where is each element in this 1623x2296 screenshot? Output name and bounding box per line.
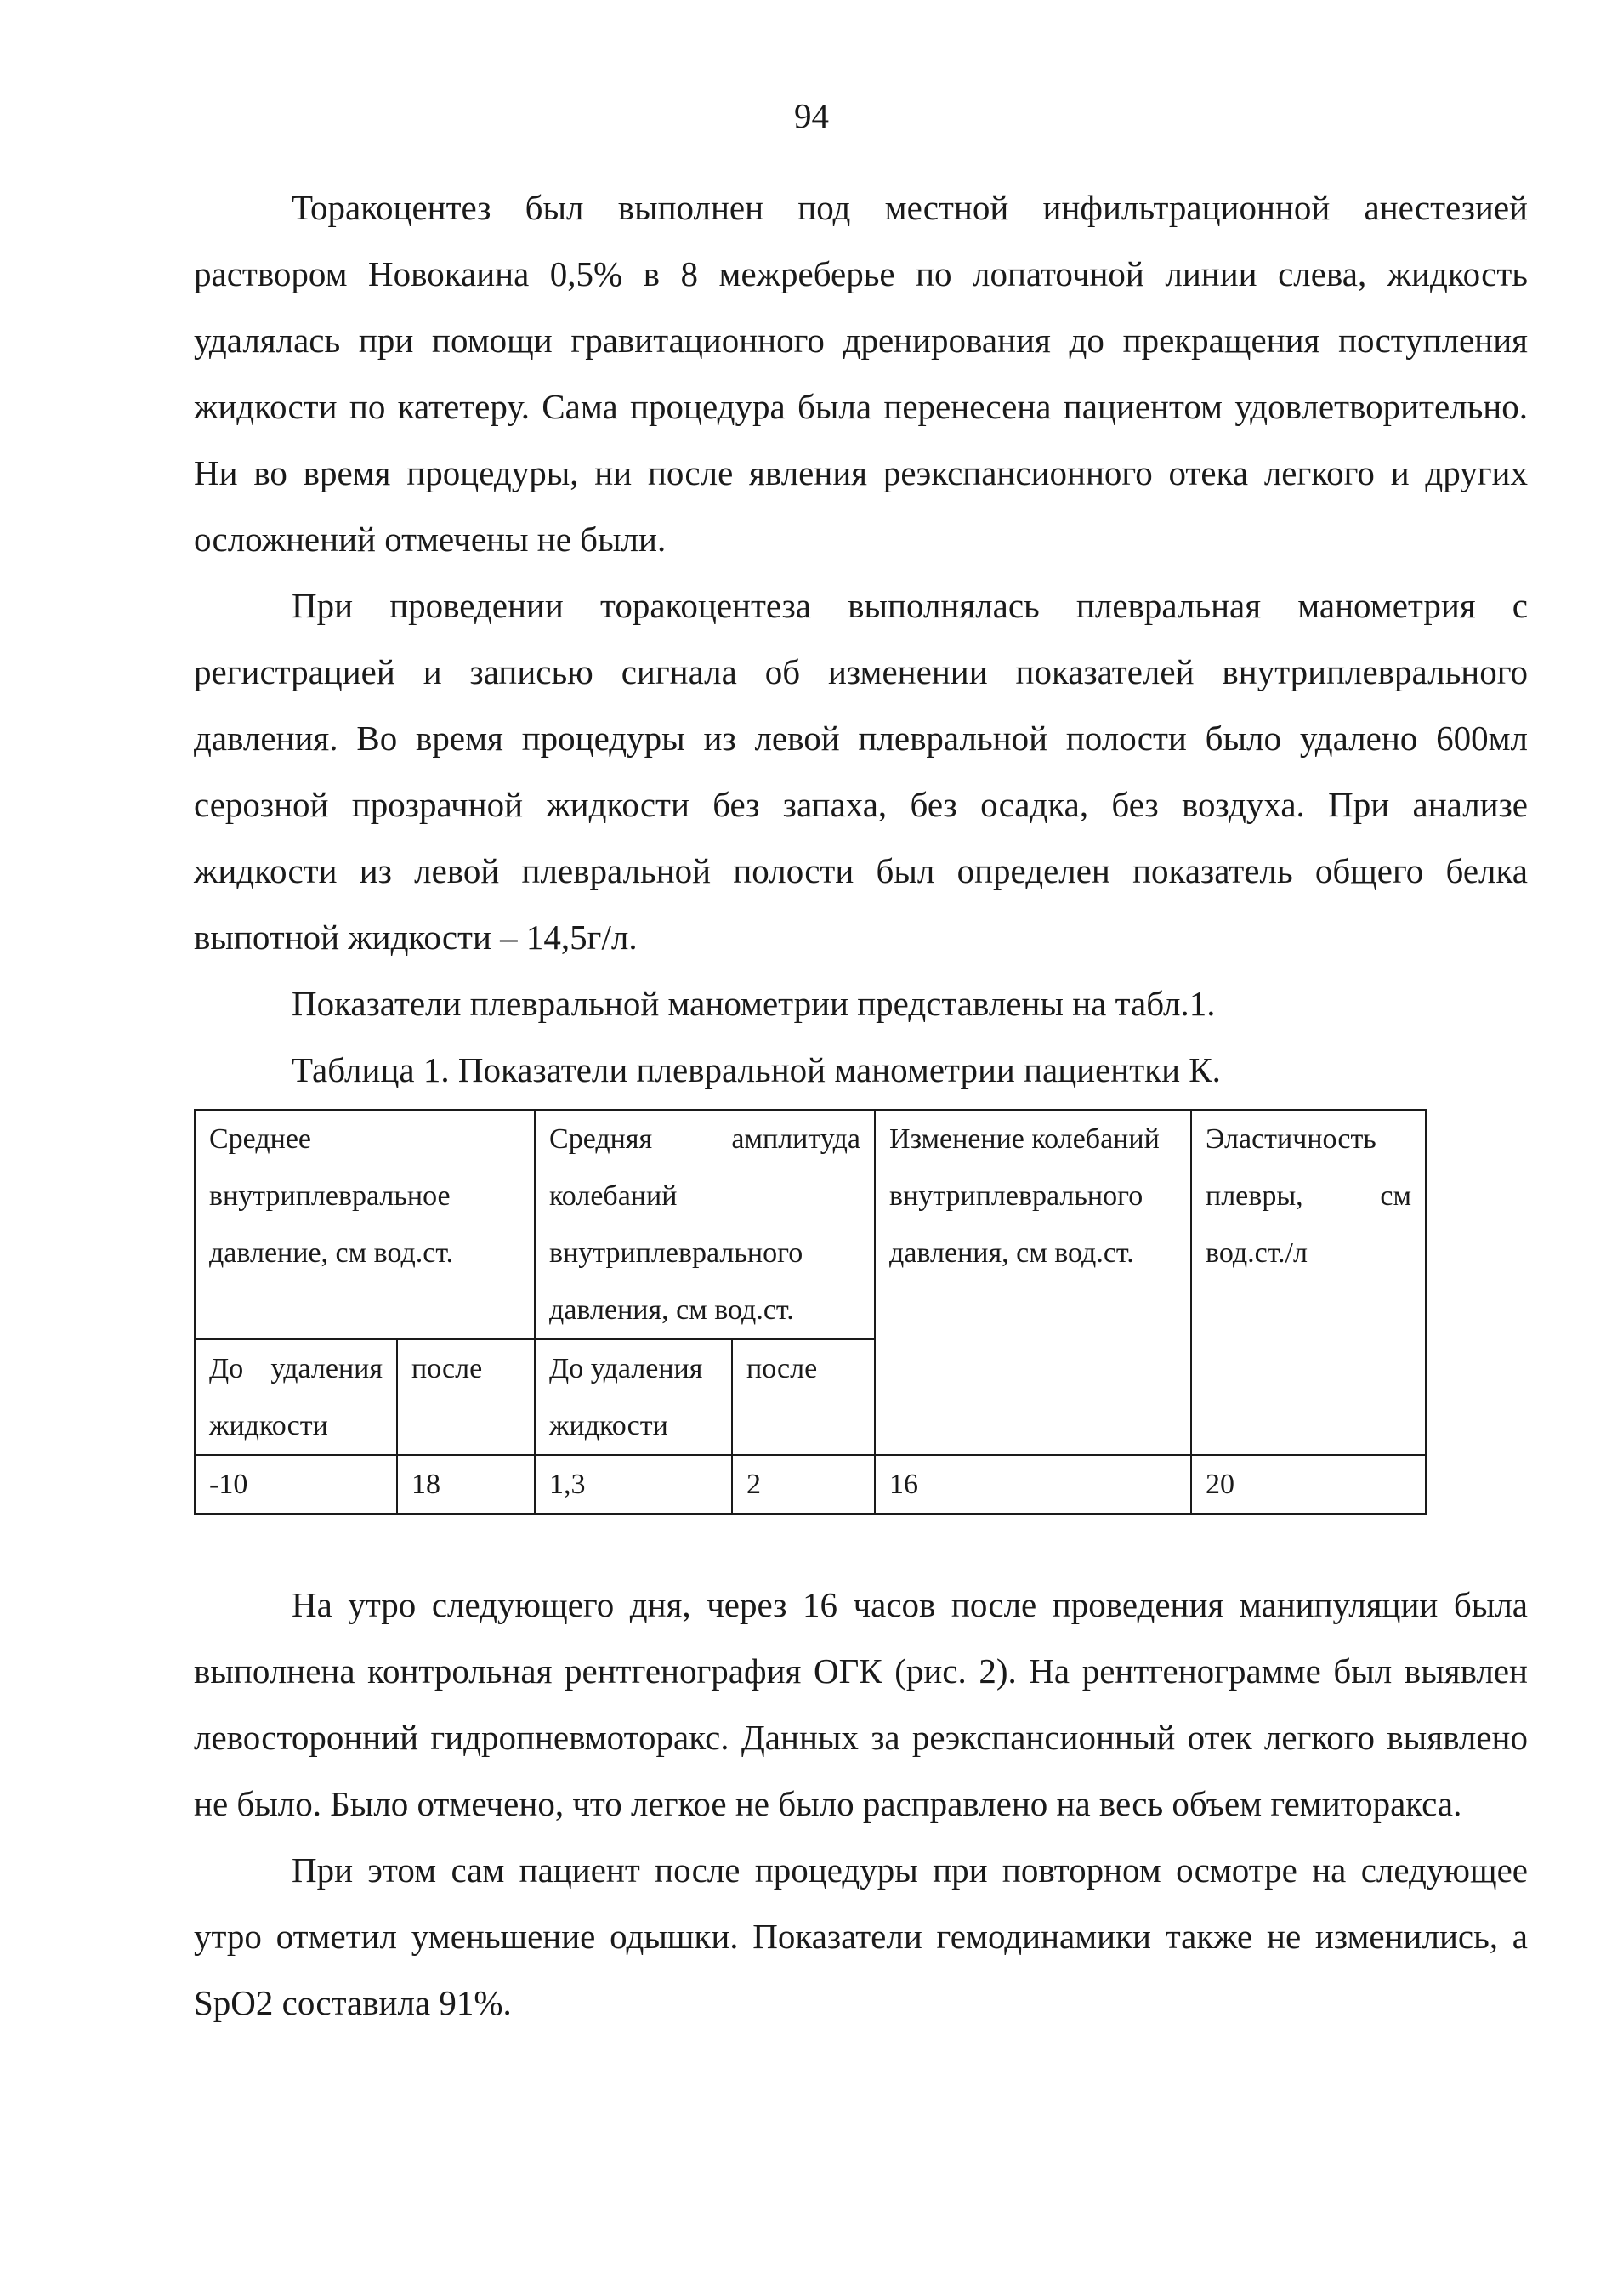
- value-amplitude-after: 2: [732, 1455, 875, 1514]
- paragraph-thoracentesis: Торакоцентез был выполнен под местной инфильтрационной анестезией раствором Новокаина 0,5% в 8 межреберье по лопаточной линии слева, жидкость удалялась при помощи гравитационного дренирования до прекращения поступления жидкости по катетеру. Сама процедура была перенесена пациентом удовлетворительно. Ни во время процедуры, ни после явления реэкспансионного отека легкого и других осложнений отмечены не были.: [194, 188, 1528, 559]
- subheader-pressure-after: после: [397, 1339, 535, 1455]
- value-pressure-before: -10: [195, 1455, 397, 1514]
- paragraph-patient-status: При этом сам пациент после процедуры при повторном осмотре на следующее утро отметил уменьшение одышки. Показатели гемодинамики также не изменились, а SpO2 составила 91%.: [194, 1850, 1528, 2022]
- table-row: [195, 1455, 1426, 1514]
- text-after-table: [194, 1571, 1528, 2036]
- subheader-amplitude-after: после: [732, 1339, 875, 1455]
- page-number: 94: [794, 96, 829, 135]
- text-before-table: [194, 174, 1528, 1103]
- table-caption: Таблица 1. Показатели плевральной манометрии пациентки К.: [292, 1050, 1221, 1089]
- header-elasticity: Эластичность плевры, см вод.ст./л: [1191, 1110, 1426, 1455]
- subheader-amplitude-before: До удаления жидкости: [535, 1339, 732, 1455]
- header-mean-amplitude: Средняя амплитуда колебаний внутриплеврального давления, см вод.ст.: [535, 1110, 875, 1339]
- value-amplitude-before: 1,3: [535, 1455, 732, 1514]
- header-mean-pressure: Среднее внутриплевральное давление, см вод.ст.: [195, 1110, 535, 1339]
- value-amplitude-change: 16: [875, 1455, 1191, 1514]
- value-elasticity: 20: [1191, 1455, 1426, 1514]
- header-amplitude-change: Изменение колебаний внутриплеврального давления, см вод.ст.: [875, 1110, 1191, 1455]
- paragraph-follow-up-xray: На утро следующего дня, через 16 часов после проведения манипуляции была выполнена контрольная рентгенография ОГК (рис. 2). На рентгенограмме был выявлен левосторонний гидропневмоторакс. Данных за реэкспансионный отек легкого выявлено не было. Было отмечено, что легкое не было расправлено на весь объем гемиторакса.: [194, 1585, 1528, 1823]
- value-pressure-after: 18: [397, 1455, 535, 1514]
- subheader-pressure-before: До удаления жидкости: [195, 1339, 397, 1455]
- paragraph-table-reference: Показатели плевральной манометрии представлены на табл.1.: [292, 984, 1216, 1023]
- table-header-row: [195, 1110, 1426, 1339]
- paragraph-manometry: При проведении торакоцентеза выполнялась плевральная манометрия с регистрацией и записью сигнала об изменении показателей внутриплеврального давления. Во время процедуры из левой плевральной полости было удалено 600мл серозной прозрачной жидкости без запаха, без осадка, без воздуха. При анализе жидкости из левой плевральной полости был определен показатель общего белка выпотной жидкости – 14,5г/л.: [194, 586, 1528, 957]
- manometry-table: [194, 1109, 1427, 1515]
